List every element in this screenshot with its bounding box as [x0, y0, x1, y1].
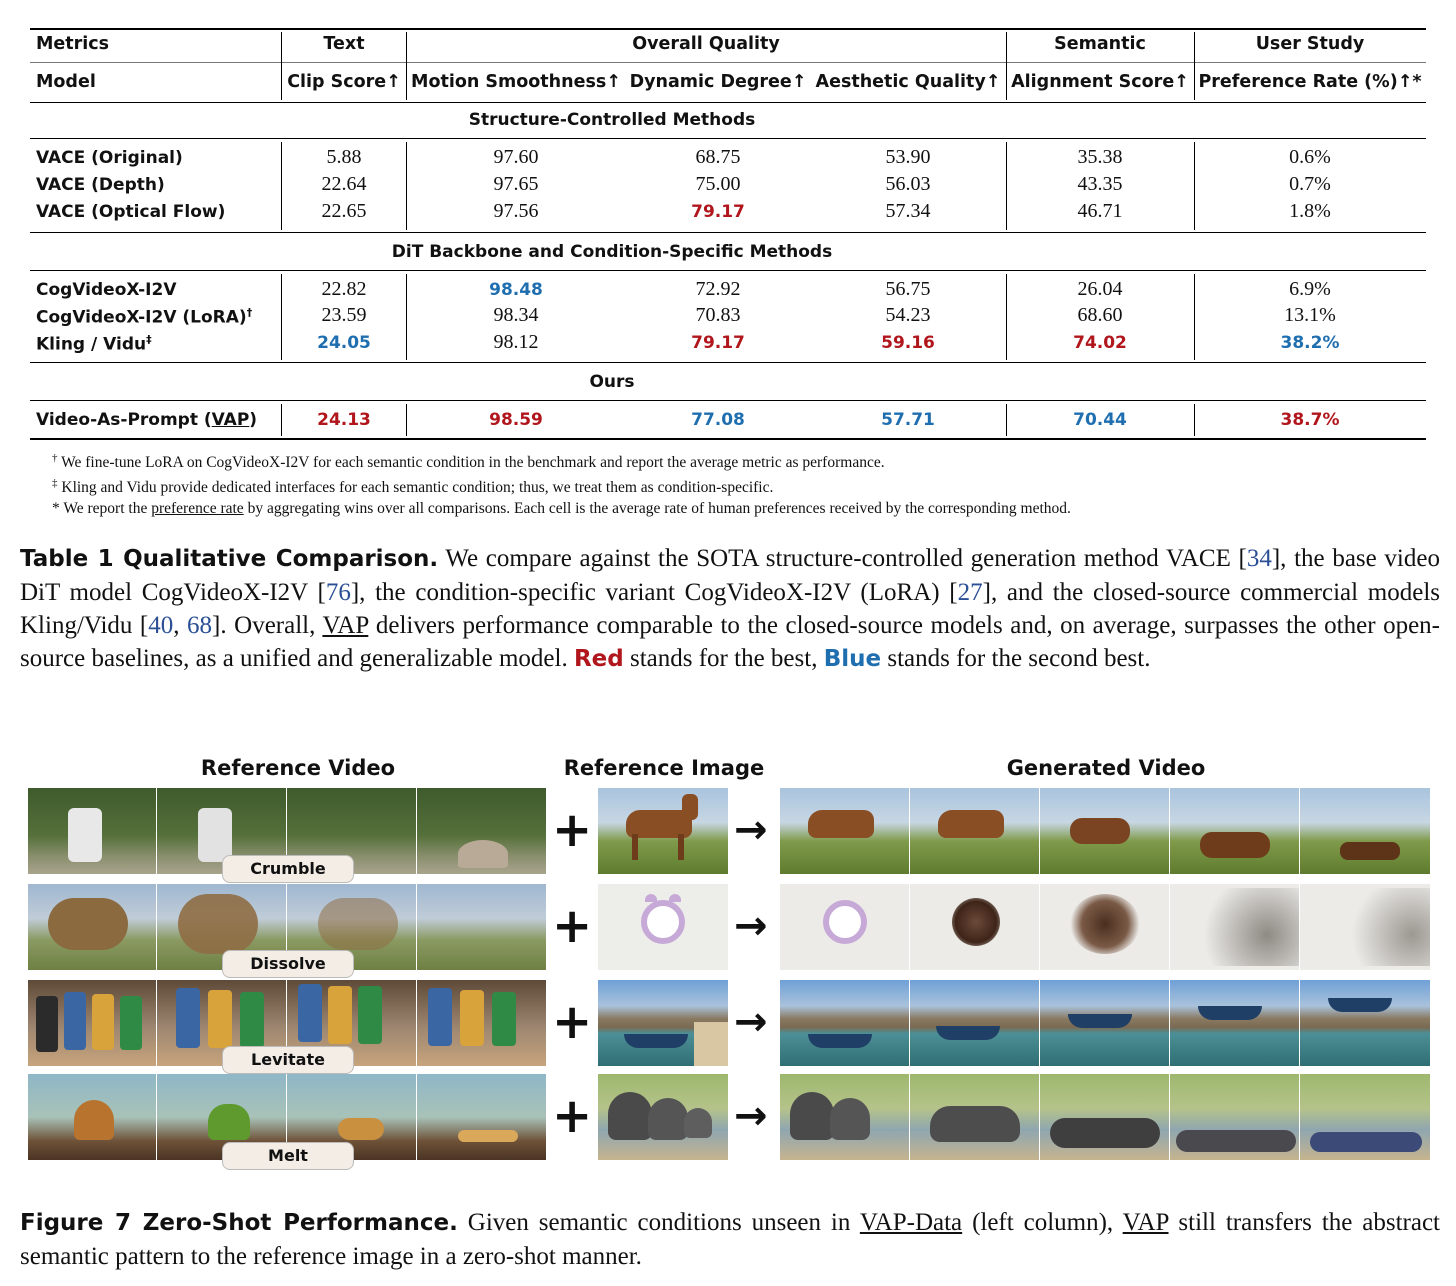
col-divider [1194, 32, 1195, 100]
cell-clip: 22.82 [321, 278, 367, 300]
footnote-text: We fine-tune LoRA on CogVideoX-I2V for each semantic condition in the benchmark and report the average metric as performance. [61, 454, 885, 472]
header-bottom-rule [30, 102, 1426, 103]
cell-motion: 98.12 [493, 331, 539, 353]
reference-image [598, 980, 728, 1066]
group1-rule [30, 138, 1426, 139]
lion-figure [48, 898, 128, 950]
cell-alignment: 68.60 [1077, 304, 1123, 326]
boat-hull [808, 1034, 872, 1048]
cell-dynamic-best: 79.17 [691, 202, 745, 222]
frame-divider [416, 788, 417, 874]
legend-red-label: Red [573, 646, 624, 672]
header-semantic: Semantic [1054, 34, 1146, 54]
generated-video-strip [780, 1074, 1430, 1160]
header-preference-rate: Preference Rate (%)↑* [1198, 72, 1422, 92]
group3-rule [30, 400, 1426, 401]
model-name: Video-As-Prompt ( [36, 410, 212, 430]
horse-head [682, 794, 698, 820]
model-abbrev: VAP [211, 410, 250, 430]
caption-text: We compare against the SOTA structure-controlled generation method VACE [ [438, 545, 1247, 572]
child-figure [198, 808, 232, 862]
table-footnotes [52, 448, 1071, 519]
horse-body [808, 810, 874, 838]
film-canister [298, 984, 322, 1042]
cell-alignment: 35.38 [1077, 146, 1123, 168]
film-canister [460, 990, 484, 1046]
clock-bell [645, 894, 657, 902]
horse-crumbling [1070, 818, 1130, 844]
row-model: VACE (Original) [36, 148, 183, 168]
model-name-end: ) [249, 410, 258, 430]
cell-dynamic-best: 79.17 [691, 333, 745, 353]
col-divider [406, 32, 407, 100]
group1-end-rule [30, 232, 1426, 233]
condition-label: Levitate [222, 1046, 354, 1074]
caption-abbrev: VAP [322, 612, 369, 639]
burger-melted [458, 1130, 518, 1142]
header-alignment-score: Alignment Score↑ [1011, 72, 1189, 92]
frame-divider [416, 980, 417, 1066]
frame-divider [1299, 1074, 1300, 1160]
reference-image [598, 1074, 728, 1160]
legend-blue-label: Blue [823, 646, 882, 672]
rubble-pile [1340, 842, 1400, 860]
cell-alignment-best: 74.02 [1073, 333, 1127, 353]
cell-motion: 97.60 [493, 146, 539, 168]
film-canister [328, 986, 352, 1044]
boat-levitating [1068, 1014, 1132, 1028]
frame-divider [1299, 980, 1300, 1066]
citation-link[interactable]: 27 [957, 579, 983, 606]
film-canister [176, 988, 200, 1048]
lion-dissolving [178, 894, 258, 954]
plus-icon: + [552, 1088, 593, 1144]
arrow-icon: → [734, 807, 768, 853]
frame-divider [1299, 788, 1300, 874]
frame-divider [156, 788, 157, 874]
header-text: Text [323, 34, 365, 54]
frame-divider [909, 788, 910, 874]
footnote-mark: † [246, 306, 253, 319]
film-canister [492, 992, 516, 1046]
footnote [52, 498, 1071, 519]
footnote-mark: ‡ [146, 333, 152, 346]
cell-clip-best: 24.13 [317, 410, 371, 430]
caption-text: ], and the closed-source commercial models Kling/Vidu [ [20, 579, 1440, 639]
clock-dissolving [952, 898, 1000, 946]
col-divider [1006, 32, 1007, 100]
burger [74, 1100, 114, 1140]
row-model: CogVideoX-I2V [36, 280, 177, 300]
cell-alignment-second: 70.44 [1073, 410, 1127, 430]
frame-divider [1169, 980, 1170, 1066]
frame-divider [156, 1074, 157, 1160]
boat-levitating [936, 1026, 1000, 1040]
caption-dataset-name: VAP-Data [859, 1209, 963, 1236]
elephant [830, 1098, 870, 1140]
caption-text: delivers performance comparable to the closed-source models and, on average, surpasses the other open-source baselines, as a unified and generalizable model. [20, 612, 1440, 672]
footnote-mark: † [52, 452, 58, 464]
cell-aesthetic-second: 57.71 [881, 410, 935, 430]
plus-icon: + [552, 994, 593, 1050]
elephant-melting [1050, 1118, 1160, 1148]
cell-clip-second: 24.05 [317, 333, 371, 353]
generated-video-strip [780, 980, 1430, 1066]
elephant [648, 1098, 688, 1140]
group2-end-rule [30, 362, 1426, 363]
film-canister [208, 990, 232, 1048]
cell-clip: 22.65 [321, 200, 367, 222]
figure-caption [20, 1206, 1440, 1273]
row-model [36, 410, 257, 430]
particle-cloud [1070, 894, 1140, 954]
model-name: Kling / Vidu [36, 334, 147, 355]
condition-label: Crumble [222, 855, 354, 883]
horse-body [938, 810, 1004, 838]
plus-icon: + [552, 898, 593, 954]
cell-motion: 98.34 [493, 304, 539, 326]
cell-alignment: 26.04 [1077, 278, 1123, 300]
elephant-calf [684, 1108, 712, 1138]
film-canister [36, 996, 58, 1052]
caption-text: , [173, 612, 188, 639]
clock-face [641, 900, 685, 944]
caption-text: stands for the best, [623, 645, 824, 672]
reference-image [598, 788, 728, 874]
footnote-mark: * [52, 500, 60, 518]
film-canister [92, 994, 114, 1050]
citation-link[interactable]: 40 [148, 612, 174, 639]
cell-clip: 22.64 [321, 173, 367, 195]
film-canister [428, 988, 452, 1046]
table-top-rule [30, 28, 1426, 30]
col-divider [406, 404, 407, 436]
cell-dynamic-second: 77.08 [691, 410, 745, 430]
cell-aesthetic: 54.23 [885, 304, 931, 326]
elephant-melting [930, 1106, 1020, 1142]
boat-hull [624, 1034, 688, 1048]
frame-divider [1169, 788, 1170, 874]
cell-motion-second: 98.48 [489, 280, 543, 300]
horse-crumbling [1200, 832, 1270, 858]
frame-divider [1039, 788, 1040, 874]
cell-clip: 5.88 [326, 146, 362, 168]
header-aesthetic-quality: Aesthetic Quality↑ [815, 72, 1001, 92]
header-metrics: Metrics [36, 34, 110, 54]
plus-icon: + [552, 802, 593, 858]
footnote [52, 448, 1071, 473]
col-header-reference-video: Reference Video [200, 756, 396, 780]
frame-divider [1299, 884, 1300, 970]
cell-preference: 0.7% [1289, 173, 1331, 195]
frame-divider [1039, 884, 1040, 970]
col-divider [406, 274, 407, 360]
cell-preference: 0.6% [1289, 146, 1331, 168]
header-clip-score: Clip Score↑ [287, 72, 401, 92]
melted-puddle [1310, 1132, 1422, 1152]
col-divider [281, 404, 282, 436]
film-canister [120, 996, 142, 1050]
frame-divider [1169, 884, 1170, 970]
horse-leg [678, 834, 684, 860]
burger-melting [208, 1104, 250, 1140]
col-divider [1194, 404, 1195, 436]
col-divider [1006, 404, 1007, 436]
cell-alignment: 46.71 [1077, 200, 1123, 222]
cell-dynamic: 72.92 [695, 278, 741, 300]
clock-face [823, 900, 867, 944]
film-canister [240, 992, 264, 1048]
film-canister [64, 992, 86, 1050]
group-title: Ours [589, 372, 635, 392]
cell-preference: 6.9% [1289, 278, 1331, 300]
frame-divider [1039, 1074, 1040, 1160]
arrow-icon: → [734, 903, 768, 949]
footnote [52, 473, 1071, 498]
caption-text: ], the condition-specific variant CogVideoX-I2V (LoRA) [ [350, 579, 958, 606]
citation-link[interactable]: 68 [187, 612, 213, 639]
row-model: VACE (Optical Flow) [36, 202, 226, 222]
footnote-text: by aggregating wins over all comparisons. Each cell is the average rate of human preferences received by the corresponding method. [243, 500, 1071, 518]
horse-leg [632, 834, 638, 860]
model-name: CogVideoX-I2V (LoRA) [36, 307, 247, 328]
caption-text: ]. Overall, [212, 612, 323, 639]
cell-aesthetic: 57.34 [885, 200, 931, 222]
row-model [36, 333, 152, 355]
header-model: Model [36, 72, 96, 92]
boat-levitating [1328, 998, 1392, 1012]
table-caption [20, 542, 1440, 676]
clock-bell [669, 894, 681, 902]
frame-divider [416, 1074, 417, 1160]
cell-preference-best: 38.7% [1280, 410, 1340, 430]
col-divider [1194, 274, 1195, 360]
table-bottom-rule [30, 438, 1426, 440]
frame-divider [416, 884, 417, 970]
cell-motion: 97.65 [493, 173, 539, 195]
group-title: DiT Backbone and Condition-Specific Methods [391, 242, 833, 262]
cell-clip: 23.59 [321, 304, 367, 326]
footnote-underlined: preference rate [151, 500, 244, 518]
child-figure [68, 808, 102, 862]
caption-text: stands for the second best. [881, 645, 1151, 672]
arrow-icon: → [734, 999, 768, 1045]
col-header-reference-image: Reference Image [563, 756, 765, 780]
header-mid-rule [30, 62, 1426, 63]
arrow-icon: → [734, 1093, 768, 1139]
col-divider [1194, 142, 1195, 230]
footnote-text: Kling and Vidu provide dedicated interfaces for each semantic condition; thus, we treat them as condition-specific. [61, 479, 774, 497]
cell-dynamic: 75.00 [695, 173, 741, 195]
header-dynamic-degree: Dynamic Degree↑ [629, 72, 807, 92]
header-user-study: User Study [1255, 34, 1365, 54]
cell-preference: 13.1% [1284, 304, 1336, 326]
cell-aesthetic: 56.03 [885, 173, 931, 195]
col-divider [1006, 142, 1007, 230]
cell-preference: 1.8% [1289, 200, 1331, 222]
particle-cloud [1190, 888, 1300, 966]
footnote-text: We report the [63, 500, 152, 518]
citation-link[interactable]: 34 [1246, 545, 1272, 572]
cell-aesthetic-best: 59.16 [881, 333, 935, 353]
caption-text: still transfers the abstract semantic pattern to the reference image in a zero-shot manner. [20, 1209, 1441, 1270]
caption-text: Given semantic conditions unseen in [457, 1209, 860, 1236]
condition-label: Melt [222, 1142, 354, 1170]
cell-dynamic: 70.83 [695, 304, 741, 326]
row-model: VACE (Depth) [36, 175, 165, 195]
caption-label: Table 1 Qualitative Comparison. [20, 546, 439, 572]
particle-cloud [1340, 888, 1430, 966]
cell-aesthetic: 53.90 [885, 146, 931, 168]
frame-divider [156, 884, 157, 970]
generated-video-strip [780, 884, 1430, 970]
generated-video-strip [780, 788, 1430, 874]
frame-divider [1169, 1074, 1170, 1160]
row-model [36, 306, 252, 328]
cell-aesthetic: 56.75 [885, 278, 931, 300]
col-divider [281, 32, 282, 100]
footnote-mark: ‡ [52, 477, 58, 490]
elephant [790, 1092, 834, 1140]
caption-abbrev: VAP [1122, 1209, 1169, 1236]
dock [694, 1022, 728, 1066]
col-divider [281, 274, 282, 360]
col-divider [1006, 274, 1007, 360]
condition-label: Dissolve [222, 950, 354, 978]
cell-preference-second: 38.2% [1280, 333, 1340, 353]
elephant [608, 1092, 652, 1140]
frame-divider [909, 1074, 910, 1160]
frame-divider [1039, 980, 1040, 1066]
melted-puddle [1176, 1130, 1296, 1152]
group2-rule [30, 270, 1426, 271]
cell-motion: 97.56 [493, 200, 539, 222]
col-header-generated-video: Generated Video [1006, 756, 1206, 780]
cell-alignment: 43.35 [1077, 173, 1123, 195]
frame-divider [156, 980, 157, 1066]
cell-motion-best: 98.59 [489, 410, 543, 430]
citation-link[interactable]: 76 [325, 579, 351, 606]
caption-text: ], the base video DiT model CogVideoX-I2V [ [20, 545, 1440, 606]
col-divider [281, 142, 282, 230]
burger-melting [338, 1118, 384, 1140]
caption-label: Figure 7 Zero-Shot Performance. [20, 1210, 458, 1236]
col-divider [406, 142, 407, 230]
cell-dynamic: 68.75 [695, 146, 741, 168]
boat-levitating [1198, 1006, 1262, 1020]
film-canister [358, 986, 382, 1044]
header-motion-smoothness: Motion Smoothness↑ [411, 72, 621, 92]
frame-divider [909, 884, 910, 970]
reference-image [598, 884, 728, 970]
rubble-pile [458, 840, 508, 868]
caption-text: (left column), [962, 1209, 1123, 1236]
frame-divider [909, 980, 910, 1066]
lion-dissolving [318, 898, 398, 950]
header-overall-quality: Overall Quality [632, 34, 780, 54]
group-title: Structure-Controlled Methods [468, 110, 756, 130]
